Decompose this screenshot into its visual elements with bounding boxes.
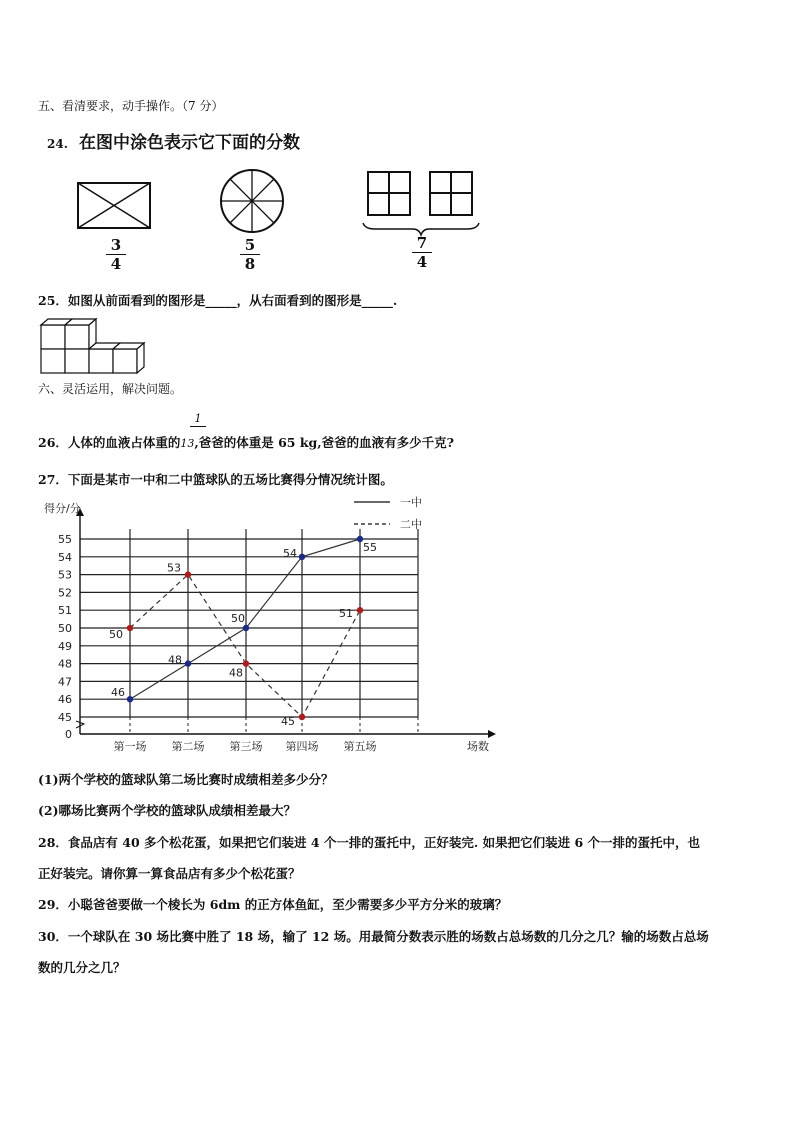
y-tick-label: 53 [58, 568, 72, 582]
question-26: 26．人体的血液占体重的13,爸爸的体重是 65 kg,爸爸的血液有多少千克? [38, 435, 454, 450]
y-tick-label: 54 [58, 550, 72, 564]
inline-fraction: 1 [190, 412, 206, 428]
x-tick-label: 第二场 [171, 740, 205, 753]
fraction-three-quarters: 3 4 [106, 237, 126, 272]
y-axis-label: 得分/分 [44, 502, 81, 515]
y-tick-label: 52 [58, 586, 72, 600]
data-label: 46 [111, 686, 125, 700]
question-30-line-1: 30．一个球队在 30 场比赛中胜了 18 场，输了 12 场。用最简分数表示胜的场数占总场数的几分之几？输的场数占总场 [38, 929, 709, 944]
data-label: 48 [168, 653, 182, 667]
x-axis-label: 场数 [467, 740, 489, 753]
circle-shape [221, 170, 283, 232]
chart-svg [38, 492, 508, 762]
data-label: 50 [109, 628, 123, 641]
fraction-seven-quarters: 7 4 [412, 235, 432, 270]
fraction-five-eighths: 5 8 [240, 237, 260, 272]
y-tick-label: 0 [65, 728, 72, 741]
question-29: 29．小聪爸爸要做一个棱长为 6dm 的正方体鱼缸，至少需要多少平方分米的玻璃？ [38, 897, 508, 912]
data-label: 50 [231, 612, 245, 625]
data-point [127, 696, 133, 702]
y-tick-label: 49 [58, 639, 72, 653]
series-line-yizhong [130, 539, 360, 699]
x-tick-label: 第五场 [343, 740, 377, 753]
data-point [243, 625, 249, 631]
data-point [357, 607, 363, 613]
grid-squares-shape [363, 172, 479, 235]
y-tick-label: 50 [58, 622, 72, 635]
question-27-part-2: (2)哪场比赛两个学校的篮球队成绩相差最大？ [38, 803, 297, 818]
y-tick-label: 45 [58, 711, 72, 724]
section-title: 六、灵活运用，解决问题。 [38, 382, 183, 396]
y-tick-label: 47 [58, 675, 72, 689]
y-tick-label: 51 [58, 604, 72, 618]
question-25: 25．如图从前面看到的图形是_____，从右面看到的图形是_____. [38, 293, 398, 308]
data-point [299, 554, 305, 560]
data-point [185, 571, 191, 577]
y-tick-label: 55 [58, 533, 72, 546]
x-tick-label: 第三场 [229, 740, 263, 753]
question-24-heading [47, 128, 300, 153]
section-title: 五、看清要求，动手操作。（7 分） [38, 99, 224, 113]
legend-label: 一中 [400, 496, 422, 509]
question-30-line-2: 数的几分之几？ [38, 960, 126, 975]
x-tick-label: 第四场 [285, 740, 319, 753]
data-label: 48 [229, 666, 243, 680]
legend-label: 二中 [400, 518, 422, 531]
data-point [243, 660, 249, 666]
y-tick-label: 46 [58, 693, 72, 707]
x-axis-arrow [488, 730, 496, 738]
line-chart [38, 492, 508, 766]
data-label: 51 [339, 607, 353, 621]
data-label: 45 [281, 715, 295, 728]
question-28-line-2: 正好装完。请你算一算食品店有多少个松花蛋？ [38, 866, 301, 881]
question-number: 24. [47, 137, 68, 151]
x-tick-label: 第一场 [113, 740, 147, 753]
question-text: 在图中涂色表示它下面的分数 [78, 133, 300, 153]
data-label: 54 [283, 546, 297, 560]
data-label: 55 [363, 541, 377, 554]
data-point [299, 714, 305, 720]
data-point [185, 660, 191, 666]
cube-figure [38, 318, 150, 382]
data-point [127, 625, 133, 631]
question-27-part-1: (1)两个学校的篮球队第二场比赛时成绩相差多少分？ [38, 772, 334, 787]
data-label: 53 [167, 561, 181, 575]
y-tick-label: 48 [58, 657, 72, 671]
question-27: 27．下面是某市一中和二中篮球队的五场比赛得分情况统计图。 [38, 472, 393, 487]
question-28-line-1: 28．食品店有 40 多个松花蛋，如果把它们装进 4 个一排的蛋托中，正好装完. 如果把它们装进 6 个一排的蛋托中，也 [38, 835, 701, 850]
